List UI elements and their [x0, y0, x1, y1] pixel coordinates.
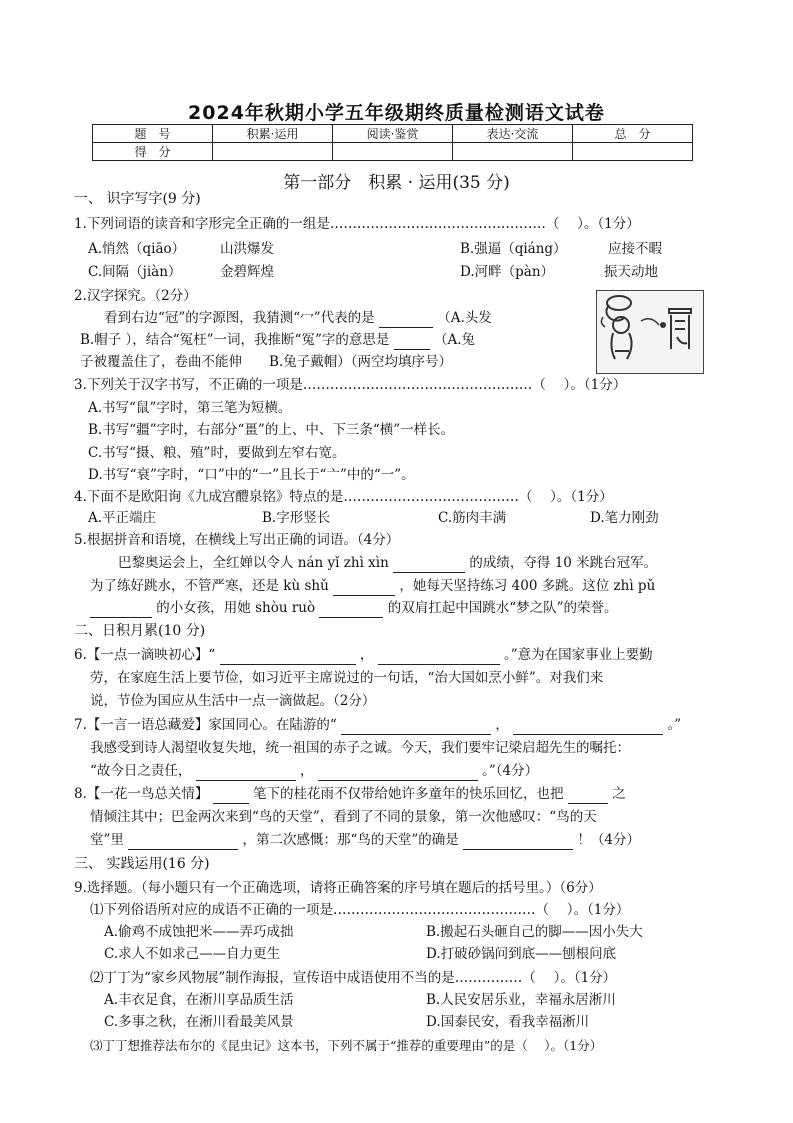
q8-blank-1[interactable] [213, 789, 249, 804]
q6-line [74, 645, 653, 665]
q5-blank-3[interactable] [90, 603, 152, 618]
q6-line: 劳，在家庭生活上要节俭，如习近平主席说过的一句话，“治大国如烹小鲜”。对我们来 [90, 670, 604, 686]
q2-text: （A.头发 [437, 310, 492, 326]
q7-text: 。”（4分） [482, 763, 539, 779]
q9-sub2-option-a: A.丰衣足食，在淅川享品质生活 [104, 992, 294, 1008]
q8-text: 8.【一花一鸟总关情】 [74, 786, 209, 802]
q1-option-d-word: 振天动地 [604, 264, 658, 280]
q1-option-b-word: 应接不暇 [608, 241, 662, 257]
q2-blank-1[interactable] [379, 313, 433, 328]
question-5-stem: 5.根据拼音和语境，在横线上写出正确的词语。（4分） [74, 532, 400, 548]
q8-blank-3[interactable] [128, 835, 238, 850]
q9-sub1-option-d: D.打破砂锅问到底——刨根问底 [426, 946, 617, 962]
q3-option-b: B.书写“疆”字时，右部分“畺”的上、中、下三条“横”一样长。 [88, 422, 455, 438]
character-origin-drawing [597, 291, 703, 373]
q8-text: 之 [612, 786, 626, 802]
q1-option-a: A.悄然（qiāo） [88, 241, 186, 257]
q5-line [118, 553, 657, 573]
q7-line [74, 715, 681, 735]
question-2-stem: 2.汉字探究。（2分） [74, 288, 197, 304]
q5-blank-1[interactable] [393, 558, 465, 573]
part-title: 第一部分 积累 · 运用(35 分) [283, 173, 510, 193]
q4-option-a: A.平正端庄 [88, 510, 157, 526]
q3-option-d: D.书写“衰”字时，“口”中的“一”且长于“亠”中的“一”。 [88, 467, 415, 483]
q2-line [80, 330, 475, 350]
q6-blank-2[interactable] [378, 650, 500, 665]
q7-text: ， [300, 763, 314, 779]
q7-text: “故今日之责任， [90, 763, 192, 779]
q7-blank-1[interactable] [341, 720, 491, 735]
score-input-cell[interactable] [213, 143, 333, 161]
q1-option-b: B.强逼（qiáng） [460, 241, 567, 257]
score-cell: 阅读·鉴赏 [333, 125, 453, 143]
q5-line [90, 576, 655, 596]
q3-option-a: A.书写“鼠”字时，第三笔为短横。 [88, 400, 292, 416]
q5-text: ，她每天坚持练习 400 多跳。这位 zhì pǔ [399, 578, 656, 594]
question-1-stem: 1.下列词语的读音和字形完全正确的一组是…………………………………………（ ）。（1分） [74, 216, 640, 232]
q7-blank-4[interactable] [318, 766, 478, 781]
q9-sub2-stem: ⑵丁丁为“家乡风物展”制作海报，宣传语中成语使用不当的是……………（ ）。（1分） [90, 970, 617, 986]
q2-text: （A.兔 [433, 332, 475, 348]
q9-sub1-option-a: A.偷鸡不成蚀把米——弄巧成拙 [104, 924, 294, 940]
q7-text: ， [495, 717, 509, 733]
q6-blank-1[interactable] [220, 650, 356, 665]
q9-sub1-option-b: B.搬起石头砸自己的脚——因小失大 [426, 924, 643, 940]
q4-option-d: D.笔力刚劲 [590, 510, 659, 526]
q9-sub1-stem: ⑴下列俗语所对应的成语不正确的一项是………………………………………（ ）。（1分） [90, 902, 630, 918]
character-origin-image [596, 290, 704, 374]
q8-text: ，第二次感慨：那“鸟的天堂”的确是 [242, 832, 459, 848]
q3-option-c: C.书写“摄、粮、殖”时，要做到左窄右宽。 [88, 445, 346, 461]
q9-sub2-option-b: B.人民安居乐业，幸福永居淅川 [426, 992, 616, 1008]
q9-sub2-option-c: C.多事之秋，在淅川看最美风景 [104, 1014, 294, 1030]
q9-sub3-stem: ⑶丁丁想推荐法布尔的《昆虫记》这本书，下列不属于“推荐的重要理由”的是（ ）。（1分） [90, 1038, 603, 1053]
section-heading: 一、 识字写字(9 分) [74, 191, 201, 207]
q8-text: 堂”里 [90, 832, 124, 848]
score-input-cell[interactable] [333, 143, 453, 161]
q8-line: 情倾注其中；巴金两次来到“鸟的天堂”，看到了不同的景象，第一次他感叹：“鸟的天 [90, 809, 597, 825]
q5-blank-4[interactable] [319, 603, 383, 618]
q5-line [90, 598, 618, 618]
q8-blank-4[interactable] [463, 835, 573, 850]
q6-text: 。”意为在国家事业上要勤 [503, 647, 653, 663]
q5-text: 巴黎奥运会上，全红婵以令人 nán yǐ zhì xìn [118, 555, 389, 571]
q2-text: 看到右边“冠”的字源图，我猜测“冖”代表的是 [104, 310, 375, 326]
q6-text: ， [359, 647, 374, 663]
q1-option-c: C.间隔（jiàn） [88, 264, 182, 280]
q2-line: 子被覆盖住了，卷曲不能伸 B.兔子戴帽）（两空均填序号） [80, 354, 452, 370]
q5-text: 为了练好跳水，不管严寒，还是 kù shǔ [90, 578, 329, 594]
score-table-score-row [93, 143, 693, 161]
score-table [92, 124, 693, 161]
question-4-stem: 4.下面不是欧阳询《九成宫醴泉铭》特点的是…………………………………（ ）。（1分） [74, 489, 613, 505]
q6-line: 说，节俭为国应从生活中一点一滴做起。（2分） [90, 693, 376, 709]
q9-sub2-option-d: D.国泰民安，看我幸福淅川 [426, 1014, 590, 1030]
score-cell: 得 分 [93, 143, 213, 161]
q7-blank-3[interactable] [196, 766, 296, 781]
q8-line [90, 830, 640, 850]
score-input-cell[interactable] [452, 143, 572, 161]
q7-blank-2[interactable] [513, 720, 663, 735]
q7-line: 我感受到诗人渴望收复失地，统一祖国的赤子之诚。今天，我们要牢记梁启超先生的嘱托： [90, 740, 630, 756]
q8-text: 笔下的桂花雨不仅带给她许多童年的快乐回忆，也把 [252, 786, 564, 802]
q5-text: 的成绩，夺得 10 米跳台冠军。 [469, 555, 658, 571]
q1-option-a-word: 山洪爆发 [220, 241, 274, 257]
q5-text: 的小女孩，用她 shòu ruò [156, 600, 316, 616]
q2-text: B.帽子 ），结合“冤枉”一词，我推断“冤”字的意思是 [80, 332, 390, 348]
question-9-stem: 9.选择题。（每小题只有一个正确选项，请将正确答案的序号填在题后的括号里。）（6分） [74, 880, 602, 896]
exam-title: 2024年秋期小学五年级期终质量检测语文试卷 [188, 102, 605, 124]
q7-text: 7.【一言一语总藏爱】家国同心。在陆游的“ [74, 717, 337, 733]
score-cell: 积累·运用 [213, 125, 333, 143]
q5-text: 的双肩扛起中国跳水“梦之队”的荣誉。 [387, 600, 618, 616]
q2-line [104, 308, 492, 328]
score-cell: 题 号 [93, 125, 213, 143]
section-heading: 三、 实践运用(16 分) [74, 856, 210, 872]
section-heading: 二、日积月累(10 分) [74, 623, 206, 639]
q8-line [74, 784, 626, 804]
score-input-cell[interactable] [572, 143, 692, 161]
score-cell: 总 分 [572, 125, 692, 143]
score-cell: 表达·交流 [452, 125, 572, 143]
q4-option-b: B.字形竖长 [262, 510, 331, 526]
q6-text: 6.【一点一滴映初心】“ [74, 647, 216, 663]
q1-option-d: D.河畔（pàn） [460, 264, 555, 280]
q7-text: 。” [667, 717, 682, 733]
q5-blank-2[interactable] [333, 581, 395, 596]
q4-option-c: C.筋肉丰满 [438, 510, 507, 526]
q7-line [90, 761, 538, 781]
q2-blank-2[interactable] [394, 335, 430, 350]
score-table-header-row [93, 125, 693, 143]
q8-blank-2[interactable] [568, 789, 608, 804]
q1-option-c-word: 金碧辉煌 [220, 264, 274, 280]
q8-text: ！（4分） [577, 832, 640, 848]
question-3-stem: 3.下列关于汉字书写，不正确的一项是……………………………………………（ ）。（1分） [74, 377, 627, 393]
q9-sub1-option-c: C.求人不如求己——自力更生 [104, 946, 281, 962]
